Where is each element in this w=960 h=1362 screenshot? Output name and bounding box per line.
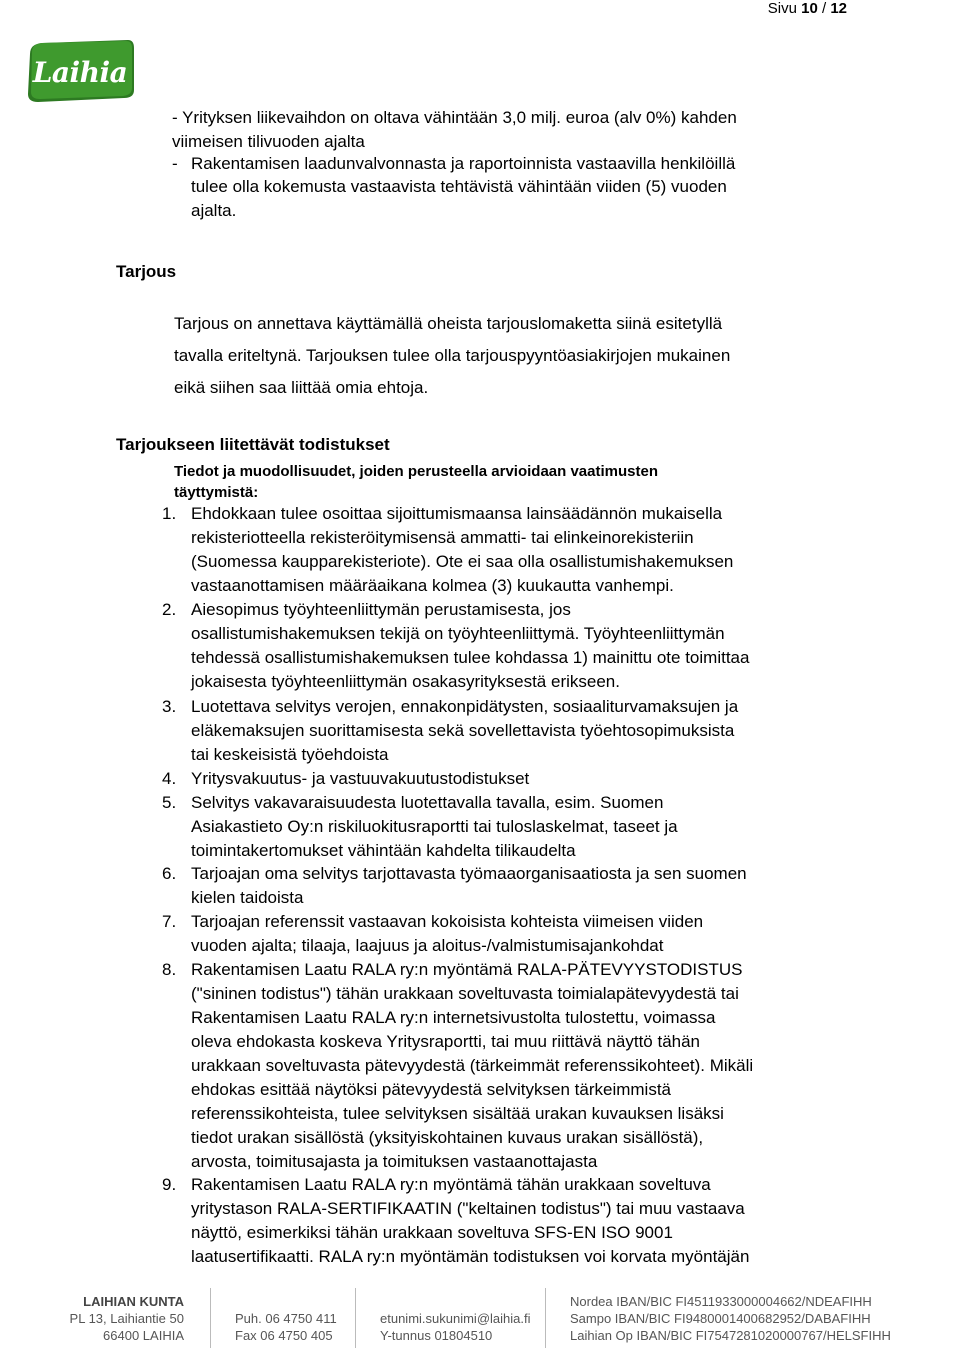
footer-contact-block: [380, 1310, 530, 1344]
footer-phone: Puh. 06 4750 411: [235, 1311, 337, 1326]
list-item-line: Asiakastieto Oy:n riskiluokitusraportti tai tuloslaskelmat, taseet ja: [191, 817, 678, 836]
intro-dash-line-1: Rakentamisen laadunvalvonnasta ja raportoinnista vastaavilla henkilöillä: [191, 154, 736, 173]
tarjous-line-3: eikä siihen saa liittää omia ehtoja.: [174, 378, 429, 397]
footer-divider: [545, 1288, 546, 1348]
list-item-line: tai keskeisistä työehdoista: [191, 745, 389, 764]
list-item-line: toimintakertomukset vähintään kahdelta tilikaudelta: [191, 841, 576, 860]
intro-line-2: viimeisen tilivuoden ajalta: [172, 132, 365, 151]
list-item-line: (Suomessa kaupparekisteriote). Ote ei saa olla osallistumishakemuksen: [191, 552, 734, 571]
list-item-line: Tarjoajan oma selvitys tarjottavasta työmaaorganisaatiosta ja sen suomen: [191, 864, 747, 883]
tarjous-line-2: tavalla eriteltynä. Tarjouksen tulee olla tarjouspyyntöasiakirjojen mukainen: [174, 346, 731, 365]
page-number: [768, 0, 847, 18]
list-item-line: rekisteriotteella rekisteröitymisensä ammatti- tai elinkeinorekisteriin: [191, 528, 694, 547]
list-item-number: 4.: [162, 769, 177, 788]
list-item-line: tiedot urakan sisällöstä (yksityiskohtainen kuvaus urakan sisällöstä),: [191, 1128, 704, 1147]
list-item-line: referenssikohteista, tulee selvityksen sisältää urakan kuvauksen lisäksi: [191, 1104, 724, 1123]
footer-divider: [355, 1288, 356, 1348]
list-item-line: urakkaan soveltuvasta pätevyydestä (tärkeimmät referenssikohteet). Mikäli: [191, 1056, 754, 1075]
logo-text: Laihia: [32, 55, 128, 89]
list-item-line: näyttö, esimerkiksi tähän urakkaan soveltuva SFS-EN ISO 9001: [191, 1223, 673, 1242]
certificates-heading: Tarjoukseen liitettävät todistukset: [116, 435, 390, 454]
list-item-number: 8.: [162, 960, 177, 979]
list-item-line: arvosta, toimitusajasta ja toimituksen vastaanottajasta: [191, 1152, 598, 1171]
list-item-line: vuoden ajalta; tilaaja, laajuus ja aloitus-/valmistumisajankohdat: [191, 936, 664, 955]
list-item-line: eläkemaksujen suorittamisesta sekä sovellettavista työehtosopimuksista: [191, 721, 735, 740]
list-item-number: 1.: [162, 504, 177, 523]
list-item-number: 3.: [162, 697, 177, 716]
footer-ytunnus: Y-tunnus 01804510: [380, 1328, 493, 1343]
list-item-line: yritystason RALA-SERTIFIKAATIN ("keltainen todistus") tai muu vastaava: [191, 1199, 745, 1218]
list-item-line: Yritysvakuutus- ja vastuuvakuutustodistukset: [191, 769, 530, 788]
list-item-number: 6.: [162, 864, 177, 883]
list-item-line: laatusertifikaatti. RALA ry:n myöntämän todistuksen voi korvata myöntäjän: [191, 1247, 750, 1266]
footer-bank-2: Sampo IBAN/BIC FI9480001400682952/DABAFIHH: [570, 1311, 871, 1326]
list-item-line: Luotettava selvitys verojen, ennakonpidätysten, sosiaaliturvamaksujen ja: [191, 697, 739, 716]
list-item-line: Rakentamisen Laatu RALA ry:n myöntämä RALA-PÄTEVYYSTODISTUS: [191, 960, 743, 979]
footer-bank-block: [570, 1293, 891, 1344]
intro-line-1: - Yrityksen liikevaihdon on oltava vähintään 3,0 milj. euroa (alv 0%) kahden: [172, 108, 737, 127]
footer-bank-1: Nordea IBAN/BIC FI4511933000004662/NDEAFIHH: [570, 1294, 872, 1309]
list-item-line: oleva ehdokasta koskeva Yritysraportti, tai muu riittävä näyttö tähän: [191, 1032, 701, 1051]
list-item-line: jokaisesta työyhteenliittymän osakasyrityksestä erikseen.: [191, 672, 620, 691]
footer-address: PL 13, Laihiantie 50: [69, 1311, 184, 1326]
list-item-number: 7.: [162, 912, 177, 931]
list-item-line: Tarjoajan referenssit vastaavan kokoisista kohteista viimeisen viiden: [191, 912, 704, 931]
page-number-total: 12: [830, 0, 847, 17]
footer-fax: Fax 06 4750 405: [235, 1328, 333, 1343]
list-item-line: Selvitys vakavaraisuudesta luotettavalla tavalla, esim. Suomen: [191, 793, 664, 812]
footer-org: [60, 1293, 184, 1344]
list-item-number: 5.: [162, 793, 177, 812]
intro-dash-line-2: tulee olla kokemusta vastaavista tehtävistä vähintään viiden (5) vuoden: [191, 177, 727, 196]
list-item-line: Aiesopimus työyhteenliittymän perustamisesta, jos: [191, 600, 571, 619]
footer-phone-block: [235, 1310, 337, 1344]
list-item-line: tehdessä osallistumishakemuksen tulee kohdassa 1) mainittu ote toimittaa: [191, 648, 750, 667]
list-item-number: 9.: [162, 1175, 177, 1194]
list-item-line: ("sininen todistus") tähän urakkaan soveltuvasta toimialapätevyydestä tai: [191, 984, 739, 1003]
list-item-line: kielen taidoista: [191, 888, 304, 907]
list-item-line: Ehdokkaan tulee osoittaa sijoittumismaansa lainsäädännön mukaisella: [191, 504, 723, 523]
list-item-line: Rakentamisen Laatu RALA ry:n myöntämä tähän urakkaan soveltuva: [191, 1175, 711, 1194]
certificates-subheading-2: täyttymistä:: [174, 484, 259, 501]
laihia-logo: [24, 40, 136, 104]
footer-org-name: LAIHIAN KUNTA: [83, 1294, 184, 1309]
list-item-line: osallistumishakemuksen tekijä on työyhteenliittymä. Työyhteenliittymän: [191, 624, 725, 643]
list-item-line: vastaanottamisen määräaikana kolmea (3) kuukautta vanhempi.: [191, 576, 674, 595]
tarjous-line-1: Tarjous on annettava käyttämällä oheista tarjouslomaketta siinä esitetyllä: [174, 314, 723, 333]
intro-dash: -: [172, 154, 178, 173]
certificates-subheading-1: Tiedot ja muodollisuudet, joiden perusteella arvioidaan vaatimusten: [174, 463, 658, 480]
list-item-number: 2.: [162, 600, 177, 619]
page-number-current: 10: [801, 0, 818, 17]
footer-email: etunimi.sukunimi@laihia.fi: [380, 1311, 531, 1326]
intro-dash-line-3: ajalta.: [191, 201, 237, 220]
list-item-line: ehdokas esittää näytöksi pätevyydestä selvityksen tärkeimmistä: [191, 1080, 672, 1099]
list-item-line: Rakentamisen Laatu RALA ry:n internetsivustolta tulostettu, voimassa: [191, 1008, 716, 1027]
tarjous-heading: Tarjous: [116, 262, 177, 281]
footer-postal: 66400 LAIHIA: [103, 1328, 184, 1343]
page-number-prefix: Sivu: [767, 0, 797, 17]
page-number-separator: /: [821, 0, 827, 17]
footer-bank-3: Laihian Op IBAN/BIC FI7547281020000767/HELSFIHH: [570, 1328, 891, 1343]
footer-divider: [210, 1288, 211, 1348]
